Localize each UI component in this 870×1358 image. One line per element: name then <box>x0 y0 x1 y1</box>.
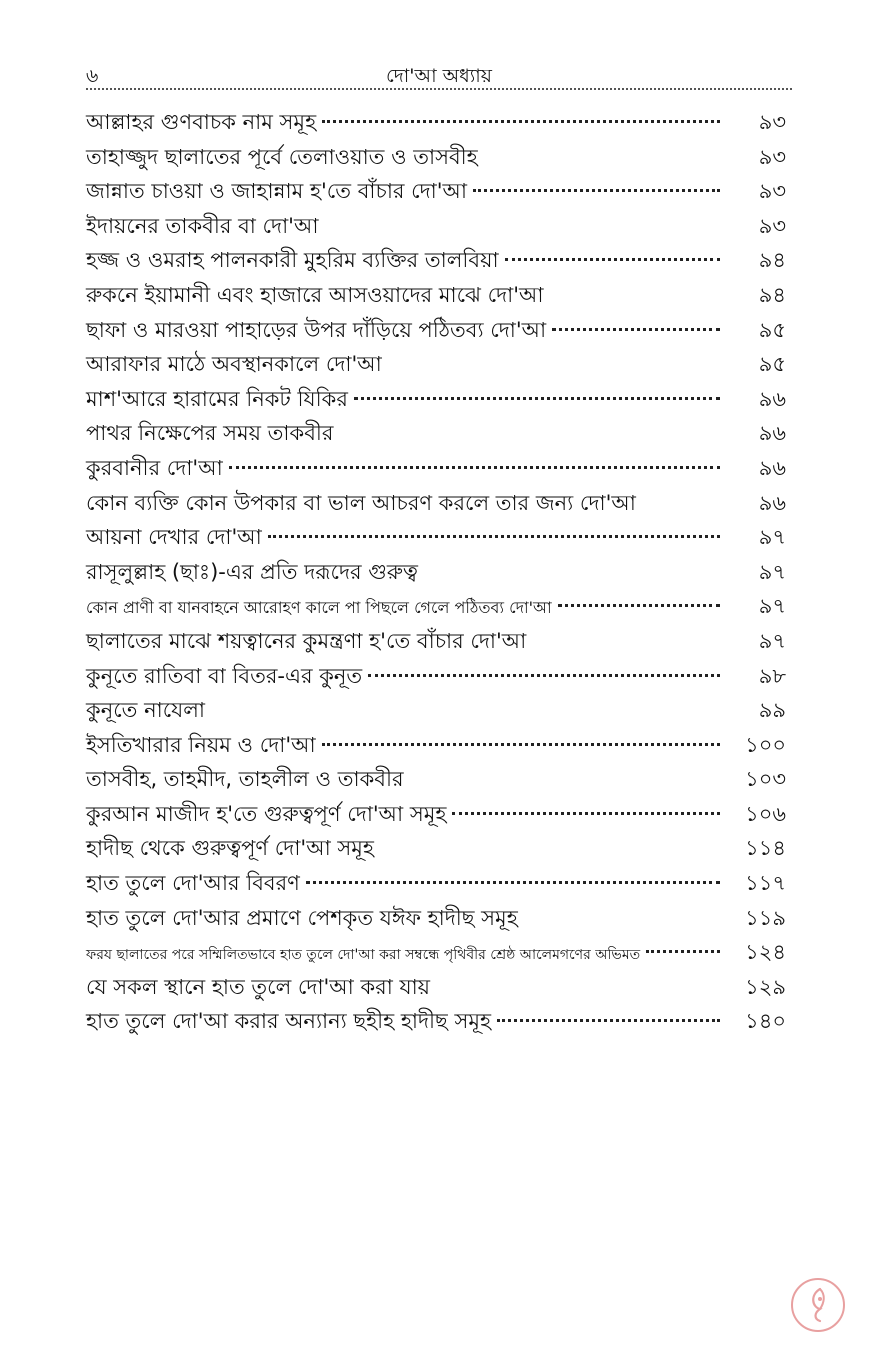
toc-entry-title: কুরআন মাজীদ হ'তে গুরুত্বপূর্ণ দো'আ সমূহ <box>86 801 447 826</box>
toc-entry[interactable] <box>86 762 786 797</box>
toc-entry-title: ফরয ছালাতের পরে সম্মিলিতভাবে হাত তুলে দো'আ করা সম্বন্ধে পৃথিবীর শ্রেষ্ঠ আলেমগণের অভিমত <box>86 947 641 964</box>
toc-entry-page: ১২৪ <box>745 940 786 965</box>
publisher-logo-icon <box>790 1277 846 1333</box>
toc-entry-title: আল্লাহর গুণবাচক নাম সমূহ <box>86 110 317 134</box>
toc-entry-title: তাসবীহ, তাহমীদ, তাহলীল ও তাকবীর <box>86 767 404 792</box>
toc-entry-title: ছাফা ও মারওয়া পাহাড়ের উপর দাঁড়িয়ে পঠিতব্য দো'আ <box>86 317 547 342</box>
dot-leader <box>497 1019 720 1022</box>
toc-entry[interactable] <box>86 693 786 728</box>
toc-entry-title: পাথর নিক্ষেপের সময় তাকবীর <box>86 421 334 446</box>
toc-entry-page: ১১৭ <box>745 871 786 896</box>
toc-entry[interactable] <box>86 970 786 1005</box>
page-header <box>86 58 792 90</box>
toc-entry-page: ৯৩ <box>758 179 786 204</box>
toc-entry[interactable] <box>86 416 786 451</box>
toc-entry[interactable] <box>86 555 786 590</box>
toc-entry-page: ৯৯ <box>758 698 786 723</box>
toc-entry[interactable] <box>86 659 786 694</box>
toc-entry-title: রুকনে ইয়ামানী এবং হাজারে আসওয়াদের মাঝে দো'আ <box>86 282 544 307</box>
toc-entry[interactable] <box>86 589 786 624</box>
toc-entry-title: কুনূতে নাযেলা <box>86 698 205 723</box>
table-of-contents <box>86 105 786 1039</box>
toc-entry[interactable] <box>86 520 786 555</box>
dot-leader <box>322 120 720 123</box>
toc-entry-page: ৯৩ <box>758 144 786 169</box>
toc-entry[interactable] <box>86 174 786 209</box>
toc-entry-title: ইদায়নের তাকবীর বা দো'আ <box>86 213 319 238</box>
toc-entry[interactable] <box>86 901 786 936</box>
toc-entry-title: হাত তুলে দো'আর বিবরণ <box>86 871 300 896</box>
toc-entry-page: ৯৪ <box>758 282 786 307</box>
toc-entry[interactable] <box>86 728 786 763</box>
toc-entry-page: ৯৭ <box>758 628 786 653</box>
toc-entry-title: কুনূতে রাতিবা বা বিতর-এর কুনূত <box>86 663 363 688</box>
dot-leader <box>552 328 720 331</box>
dot-leader <box>268 535 720 538</box>
toc-entry[interactable] <box>86 451 786 486</box>
toc-entry-title: ছালাতের মাঝে শয়ত্বানের কুমন্ত্রণা হ'তে বাঁচার দো'আ <box>86 628 527 653</box>
toc-entry[interactable] <box>86 382 786 417</box>
toc-entry-page: ৯৬ <box>758 455 786 480</box>
toc-entry-page: ৯৬ <box>758 490 786 515</box>
toc-entry-title: তাহাজ্জুদ ছালাতের পূর্বে তেলাওয়াত ও তাসবীহ <box>86 144 478 169</box>
dot-leader <box>229 466 720 469</box>
toc-entry-page: ১০৩ <box>745 767 786 792</box>
dot-leader <box>322 743 720 746</box>
toc-entry-title: কোন ব্যক্তি কোন উপকার বা ভাল আচরণ করলে তার জন্য দো'আ <box>86 490 636 515</box>
toc-entry[interactable] <box>86 209 786 244</box>
toc-entry[interactable] <box>86 797 786 832</box>
dot-leader <box>473 189 720 192</box>
toc-entry-page: ১০৬ <box>745 801 786 826</box>
toc-entry-page: ৯৭ <box>758 559 786 584</box>
toc-entry[interactable] <box>86 140 786 175</box>
toc-entry-page: ৯৪ <box>758 248 786 273</box>
toc-entry-page: ৯৮ <box>758 663 786 688</box>
dot-leader <box>646 950 720 953</box>
dot-leader <box>306 881 720 884</box>
toc-entry-page: ৯৫ <box>758 317 786 342</box>
toc-entry-title: হাত তুলে দো'আর প্রমাণে পেশকৃত যঈফ হাদীছ সমূহ <box>86 905 518 930</box>
toc-entry-title: হজ্জ ও ওমরাহ পালনকারী মুহরিম ব্যক্তির তালবিয়া <box>86 248 499 273</box>
toc-entry[interactable] <box>86 278 786 313</box>
toc-entry-page: ১৪০ <box>745 1009 786 1034</box>
toc-entry-page: ১০০ <box>745 732 786 757</box>
dot-leader <box>354 397 720 400</box>
toc-entry[interactable] <box>86 624 786 659</box>
dot-leader <box>558 604 720 607</box>
toc-entry-page: ১১৪ <box>745 836 786 861</box>
toc-entry[interactable] <box>86 313 786 348</box>
dot-leader <box>368 674 720 677</box>
toc-entry[interactable] <box>86 486 786 521</box>
toc-entry-title: রাসূলুল্লাহ (ছাঃ)-এর প্রতি দরূদের গুরুত্ব <box>86 559 418 584</box>
toc-entry[interactable] <box>86 347 786 382</box>
toc-entry-title: যে সকল স্থানে হাত তুলে দো'আ করা যায় <box>86 974 431 999</box>
dot-leader <box>505 258 720 261</box>
toc-entry-page: ৯৩ <box>758 213 786 238</box>
toc-entry[interactable] <box>86 866 786 901</box>
toc-entry-title: আয়না দেখার দো'আ <box>86 525 262 550</box>
toc-entry-title: আরাফার মাঠে অবস্থানকালে দো'আ <box>86 352 382 377</box>
toc-entry-title: হাদীছ থেকে গুরুত্বপূর্ণ দো'আ সমূহ <box>86 836 374 861</box>
toc-entry-title: কোন প্রাণী বা যানবাহনে আরোহণ কালে পা পিছলে গেলে পঠিতব্য দো'আ <box>86 598 552 618</box>
toc-entry-title: জান্নাত চাওয়া ও জাহান্নাম হ'তে বাঁচার দো'আ <box>86 179 468 204</box>
running-title: দো'আ অধ্যায় <box>386 65 492 87</box>
toc-entry-page: ৯৬ <box>758 421 786 446</box>
toc-entry[interactable] <box>86 831 786 866</box>
toc-entry-page: ৯৭ <box>758 594 786 619</box>
toc-entry-title: হাত তুলে দো'আ করার অন্যান্য ছহীহ হাদীছ সমূহ <box>86 1009 492 1034</box>
toc-entry[interactable] <box>86 243 786 278</box>
toc-entry-page: ৯৭ <box>758 525 786 550</box>
toc-entry-title: কুরবানীর দো'আ <box>86 455 223 480</box>
page-number: ৬ <box>86 65 99 87</box>
toc-entry[interactable] <box>86 1004 786 1039</box>
toc-entry-page: ৯৫ <box>758 352 786 377</box>
toc-entry-page: ১১৯ <box>745 905 786 930</box>
toc-entry-page: ৯৩ <box>758 110 786 134</box>
dot-leader <box>452 812 720 815</box>
toc-entry[interactable] <box>86 105 786 140</box>
toc-entry-title: মাশ'আরে হারামের নিকট যিকির <box>86 386 348 411</box>
toc-entry[interactable] <box>86 935 786 970</box>
toc-entry-title: ইসতিখারার নিয়ম ও দো'আ <box>86 732 316 757</box>
toc-entry-page: ১২৯ <box>745 974 786 999</box>
toc-entry-page: ৯৬ <box>758 386 786 411</box>
